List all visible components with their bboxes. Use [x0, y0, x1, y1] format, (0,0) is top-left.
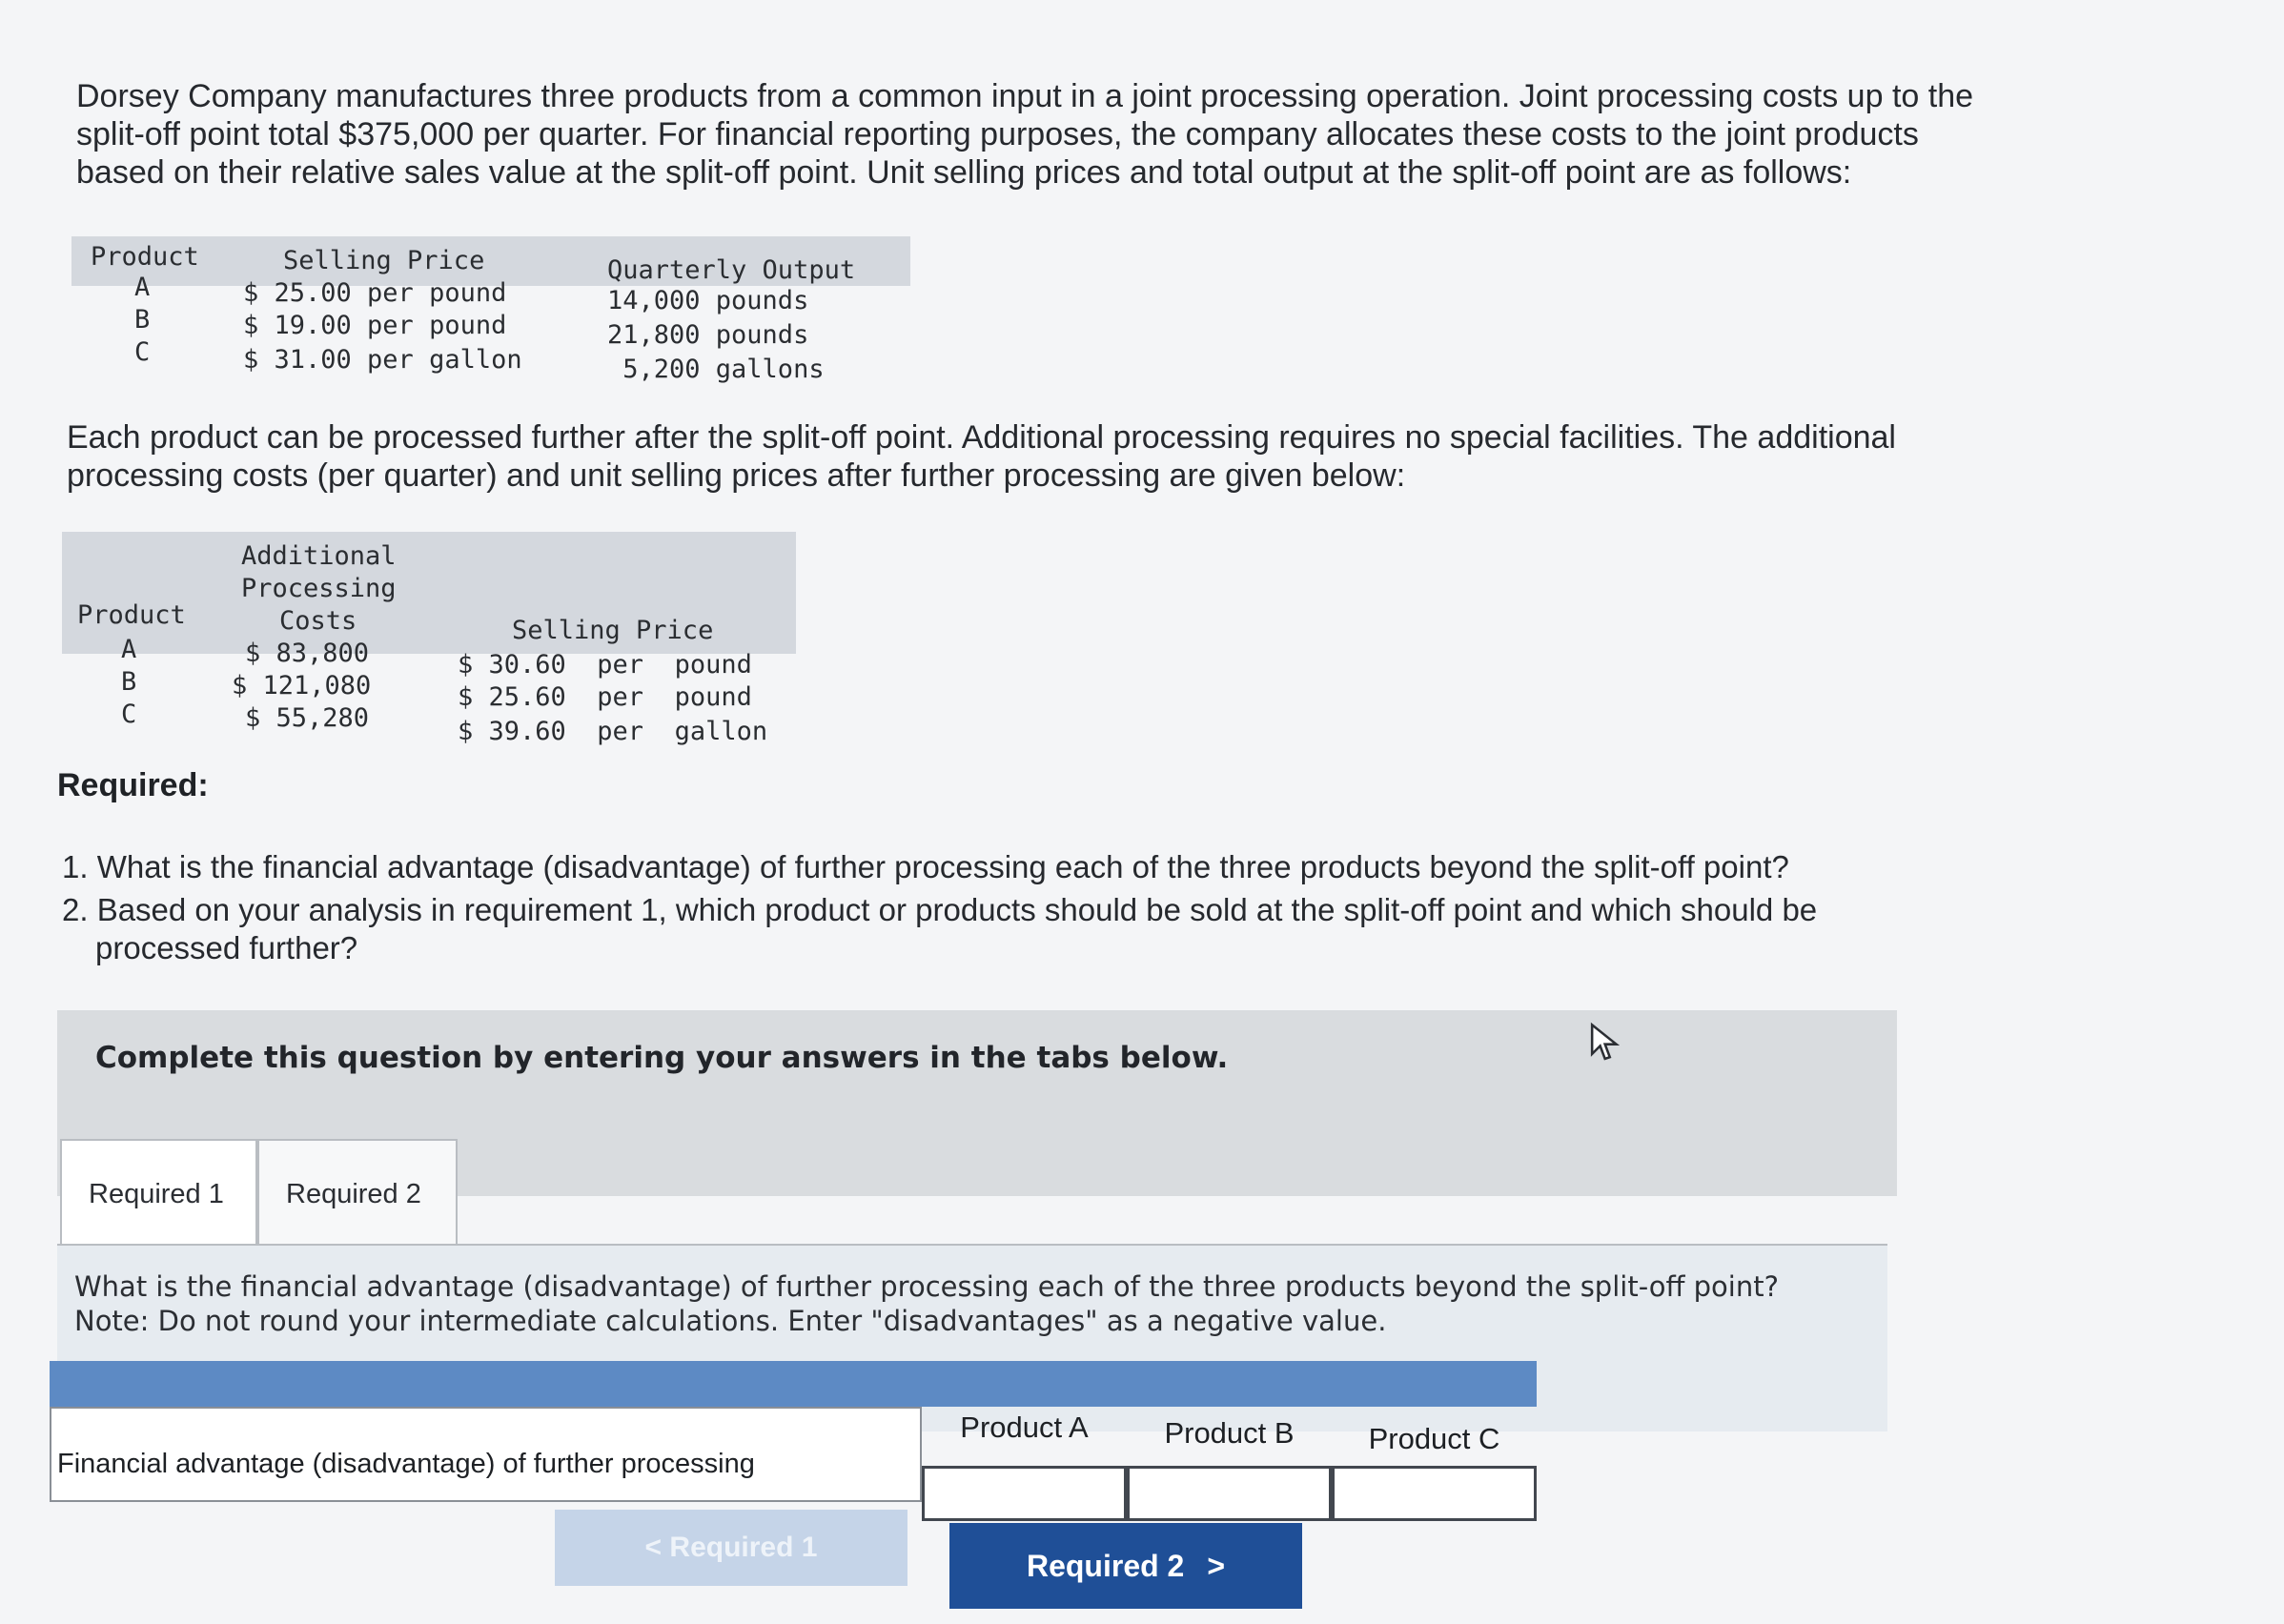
header-additional: Additional — [241, 541, 397, 571]
chevron-right-icon: > — [1207, 1548, 1226, 1583]
answer-cell-product-a — [922, 1466, 1127, 1521]
further-processing-table — [62, 532, 796, 751]
further-line-2: processing costs (per quarter) and unit selling prices after further processing are given below: — [67, 457, 1406, 494]
header-processing: Processing — [241, 574, 397, 603]
row-a-price: $ 25.00 per pound — [243, 278, 507, 308]
column-product-a: Product A — [960, 1411, 1089, 1444]
row-c-price: $ 31.00 per gallon — [243, 345, 522, 375]
row-b-price: $ 19.00 per pound — [243, 311, 507, 340]
row-b-output: 21,800 pounds — [607, 320, 809, 350]
header-selling-price: Selling Price — [283, 246, 485, 275]
header-costs: Costs — [279, 606, 357, 636]
intro-line-3: based on their relative sales value at the split-off point. Unit selling prices and total output at the split-off point are as follows: — [76, 154, 1852, 191]
row-a-cost: $ 83,800 — [245, 639, 370, 668]
row-b-price: $ 25.60 per pound — [458, 682, 752, 712]
product-b-input[interactable] — [1130, 1469, 1329, 1518]
next-button-label: Required 2 — [1026, 1548, 1185, 1583]
answer-cell-product-b — [1127, 1466, 1332, 1521]
banner-text: Complete this question by entering your answers in the tabs below. — [95, 1041, 1229, 1075]
required-item-2: 2. Based on your analysis in requirement 1, which product or products should be sold at the split-off point and which should be — [62, 892, 1818, 927]
header-quarterly-output: Quarterly Output — [607, 255, 856, 285]
answer-table — [50, 1361, 1537, 1531]
header-product: Product — [77, 600, 186, 630]
column-product-b: Product B — [1164, 1416, 1295, 1450]
row-a-product: A — [134, 273, 151, 302]
intro-line-2: split-off point total $375,000 per quarter. For financial reporting purposes, the company allocates these costs to the joint products — [76, 116, 1919, 152]
product-a-input[interactable] — [925, 1469, 1124, 1518]
answer-row-label-cell — [50, 1407, 922, 1502]
row-c-price: $ 39.60 per gallon — [458, 717, 768, 746]
mouse-pointer-icon — [1587, 1022, 1620, 1064]
row-c-cost: $ 55,280 — [245, 703, 370, 733]
row-c-product: C — [134, 337, 151, 367]
row-b-product: B — [121, 667, 137, 697]
row-c-output: 5,200 gallons — [607, 355, 825, 384]
split-off-table — [71, 236, 910, 398]
next-required-2-button[interactable] — [949, 1523, 1302, 1609]
answer-table-header-bar — [50, 1361, 1537, 1407]
row-label: Financial advantage (disadvantage) of further processing — [57, 1449, 755, 1479]
tab-required-1[interactable]: Required 1 — [60, 1139, 257, 1246]
question-note: Note: Do not round your intermediate calculations. Enter "disadvantages" as a negative value. — [74, 1305, 1387, 1337]
header-selling-price: Selling Price — [512, 616, 714, 645]
answer-cell-product-c — [1332, 1466, 1537, 1521]
product-c-input[interactable] — [1335, 1469, 1534, 1518]
previous-button-label: < Required 1 — [644, 1532, 818, 1563]
previous-required-1-button[interactable] — [555, 1510, 907, 1586]
required-title: Required: — [57, 767, 209, 803]
row-a-product: A — [121, 635, 137, 664]
further-line-1: Each product can be processed further after the split-off point. Additional processing requires no special facilities. The additional — [67, 419, 1896, 456]
row-b-product: B — [134, 305, 151, 335]
column-product-c: Product C — [1368, 1422, 1500, 1455]
intro-line-1: Dorsey Company manufactures three products from a common input in a joint processing operation. Joint processing costs up to the — [76, 78, 1974, 114]
row-b-cost: $ 121,080 — [232, 671, 372, 700]
row-c-product: C — [121, 700, 137, 729]
row-a-output: 14,000 pounds — [607, 286, 809, 315]
header-product: Product — [91, 242, 199, 272]
tab-required-2[interactable]: Required 2 — [257, 1139, 458, 1246]
required-item-2-cont: processed further? — [95, 930, 358, 965]
required-item-1: 1. What is the financial advantage (disadvantage) of further processing each of the three products beyond the split-off point? — [62, 849, 1789, 884]
question-text: What is the financial advantage (disadvantage) of further processing each of the three products beyond the split-off point? — [74, 1270, 1779, 1303]
row-a-price: $ 30.60 per pound — [458, 650, 752, 680]
